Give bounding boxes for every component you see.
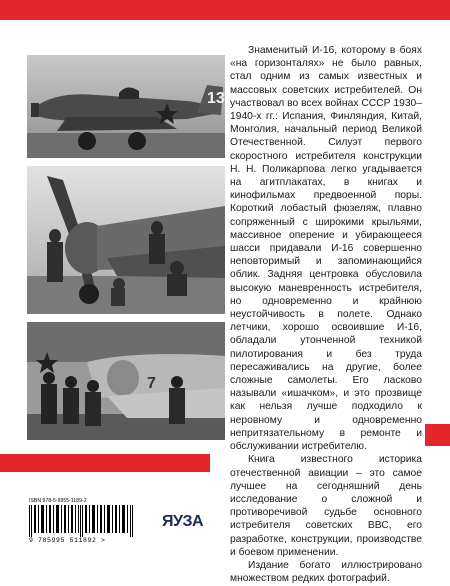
barcode xyxy=(27,498,147,548)
publisher-logo-text: ЯУЗА xyxy=(162,513,204,530)
svg-text:7: 7 xyxy=(147,375,156,392)
paragraph-description: Знаменитый И-16, которому в боях «на горизонталях» не было равных, стал одним из самых известных и массовых советских истребителей. Он участвовал во всех войнах СССР 1930–1940-х гг.: Испания, Финляндия, Китай, Монголия, начальный период Великой Отечественной. Силуэт первого скоростного истребителя конструкции Н. Н. Поликарпова легко угадывается на агитплакатах, в книгах и кинофильмах предвоенной поры. Короткий лобастый фюзеляж, плавно сопряженный с широкими крыльями, массивное оперение и убирающееся шасси придавали И-16 совершенно неповторимый и запоминающийся облик. Задняя центровка обусловила высокую маневренность истребителя, но одновременно и крайнюю неустойчивость в полете. Однако летчики, хорошо освоившие И-16, обладали утонченной техникой пилотирования и без труда пересаживались на другие, более сложные самолеты. Его ласково называли «ишачком», и это прозвище как нельзя лучше подходило к неровному и одновременно непритязательному в ремонте и обслуживании истребителю. xyxy=(230,45,423,453)
paragraph-illustrations: Издание богато иллюстрировано множеством редких фотографий. xyxy=(230,559,422,585)
tail-number: 13 xyxy=(207,90,225,107)
isbn-label: ISBN 978-5-9955-1189-2 xyxy=(29,498,87,504)
photo-pilots-group xyxy=(27,322,225,440)
barcode-bars xyxy=(29,505,145,537)
paragraph-book: Книга известного историка отечественной авиации – это самое лучшее на сегодняшний день исследование о сложной и противоречивой судьбе основного истребителя советских ВВС, его разработке, конструкции, производстве и боевом применении. xyxy=(230,454,422,558)
photo-mechanics-propeller xyxy=(27,166,225,314)
top-red-bar xyxy=(0,0,450,20)
red-stripe-right xyxy=(425,424,450,446)
photo-i16-side xyxy=(27,55,225,158)
barcode-digits: 9 785995 511892 > xyxy=(29,537,106,544)
publisher-logo xyxy=(162,513,204,535)
red-stripe-left xyxy=(0,454,210,472)
annotation-text xyxy=(230,44,422,585)
